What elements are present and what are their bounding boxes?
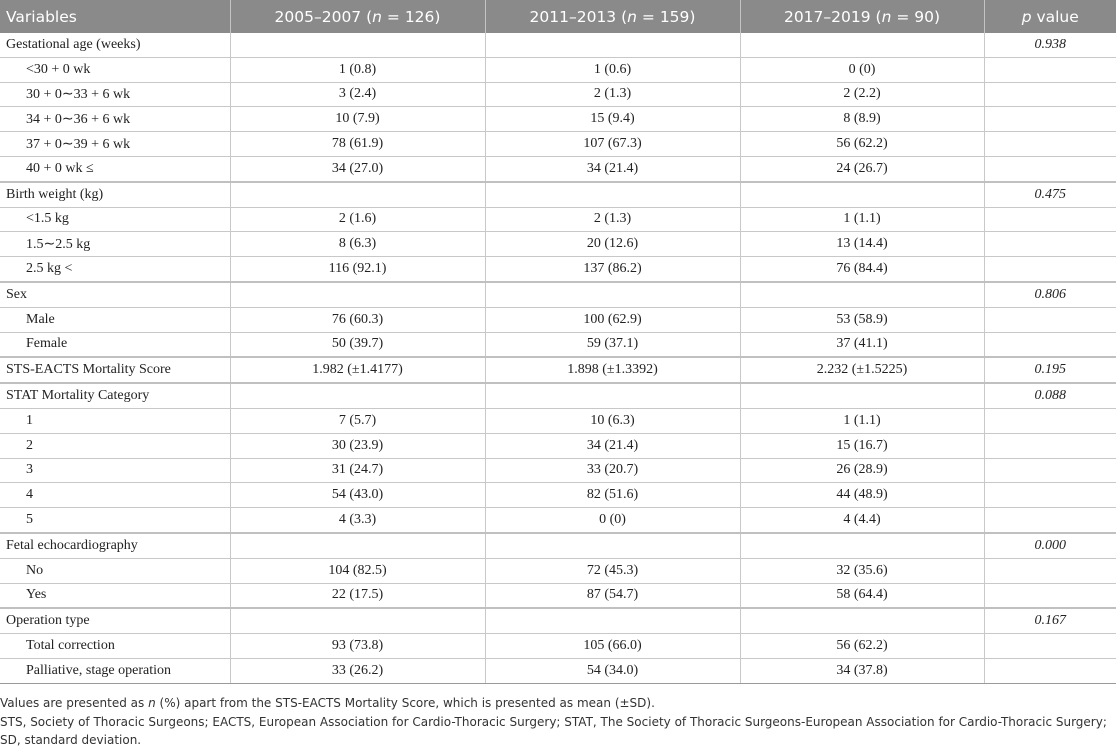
cell-2011-2013: 72 (45.3)	[485, 558, 740, 583]
cell-p-value	[984, 307, 1116, 332]
cell-2011-2013: 137 (86.2)	[485, 257, 740, 282]
cell-2011-2013: 1.898 (±1.3392)	[485, 357, 740, 383]
cell-2005-2007: 1.982 (±1.4177)	[230, 357, 485, 383]
row-label: Sex	[0, 282, 230, 307]
cell-2011-2013	[485, 533, 740, 558]
cell-p-value: 0.806	[984, 282, 1116, 307]
row-label: STAT Mortality Category	[0, 383, 230, 408]
cell-2011-2013	[485, 282, 740, 307]
cell-2011-2013	[485, 182, 740, 207]
cell-2017-2019: 37 (41.1)	[740, 332, 984, 357]
cell-2011-2013: 105 (66.0)	[485, 634, 740, 659]
header-row	[0, 0, 1116, 33]
cell-2017-2019	[740, 608, 984, 633]
cell-p-value	[984, 132, 1116, 157]
cell-2017-2019: 26 (28.9)	[740, 458, 984, 483]
cell-2011-2013: 34 (21.4)	[485, 156, 740, 181]
cell-2017-2019: 1 (1.1)	[740, 408, 984, 433]
cell-2011-2013: 10 (6.3)	[485, 408, 740, 433]
cell-2005-2007: 54 (43.0)	[230, 483, 485, 508]
cell-p-value	[984, 433, 1116, 458]
cell-2017-2019: 34 (37.8)	[740, 658, 984, 683]
cell-2005-2007	[230, 533, 485, 558]
cell-2011-2013: 100 (62.9)	[485, 307, 740, 332]
cell-p-value	[984, 156, 1116, 181]
cell-2005-2007: 8 (6.3)	[230, 232, 485, 257]
table-row	[0, 558, 1116, 583]
row-label: Fetal echocardiography	[0, 533, 230, 558]
table-row	[0, 307, 1116, 332]
cell-2017-2019	[740, 533, 984, 558]
cell-2011-2013: 2 (1.3)	[485, 82, 740, 107]
table-row	[0, 182, 1116, 207]
table-row	[0, 57, 1116, 82]
row-label: 2.5 kg <	[0, 257, 230, 282]
table-row	[0, 156, 1116, 181]
row-label: Palliative, stage operation	[0, 658, 230, 683]
cell-2017-2019: 53 (58.9)	[740, 307, 984, 332]
cell-2011-2013	[485, 608, 740, 633]
cell-p-value	[984, 634, 1116, 659]
cell-2005-2007: 33 (26.2)	[230, 658, 485, 683]
cell-2017-2019: 76 (84.4)	[740, 257, 984, 282]
header-period-2011-2013: 2011–2013 (n = 159)	[485, 0, 740, 33]
cell-2005-2007: 93 (73.8)	[230, 634, 485, 659]
cell-p-value	[984, 232, 1116, 257]
table-body	[0, 33, 1116, 683]
cell-2017-2019: 32 (35.6)	[740, 558, 984, 583]
cell-2005-2007: 4 (3.3)	[230, 508, 485, 533]
cell-2011-2013: 54 (34.0)	[485, 658, 740, 683]
cell-2011-2013: 20 (12.6)	[485, 232, 740, 257]
row-label: Female	[0, 332, 230, 357]
cell-p-value	[984, 458, 1116, 483]
cell-p-value	[984, 257, 1116, 282]
cell-2017-2019: 2 (2.2)	[740, 82, 984, 107]
table-row	[0, 608, 1116, 633]
cell-p-value	[984, 408, 1116, 433]
table-row	[0, 357, 1116, 383]
row-label: Yes	[0, 583, 230, 608]
cell-2011-2013: 87 (54.7)	[485, 583, 740, 608]
cell-2017-2019: 1 (1.1)	[740, 207, 984, 232]
table-row	[0, 82, 1116, 107]
cell-p-value	[984, 583, 1116, 608]
cell-2005-2007: 1 (0.8)	[230, 57, 485, 82]
row-label: Total correction	[0, 634, 230, 659]
table-row	[0, 583, 1116, 608]
cell-2017-2019: 13 (14.4)	[740, 232, 984, 257]
table-row	[0, 508, 1116, 533]
cell-p-value	[984, 107, 1116, 132]
cell-2005-2007	[230, 383, 485, 408]
table-row	[0, 107, 1116, 132]
cell-2005-2007: 78 (61.9)	[230, 132, 485, 157]
table-row	[0, 132, 1116, 157]
row-label: Male	[0, 307, 230, 332]
row-label: 34 + 0∼36 + 6 wk	[0, 107, 230, 132]
cell-p-value: 0.195	[984, 357, 1116, 383]
cell-2005-2007: 116 (92.1)	[230, 257, 485, 282]
row-label: 37 + 0∼39 + 6 wk	[0, 132, 230, 157]
cell-2005-2007: 22 (17.5)	[230, 583, 485, 608]
cell-2011-2013: 15 (9.4)	[485, 107, 740, 132]
row-label: 1	[0, 408, 230, 433]
footnote-abbreviations: STS, Society of Thoracic Surgeons; EACTS, European Association for Cardio-Thoracic Surgery; STAT, The Society of Thoracic Surgeons-European Association for Cardio-Thoracic Surgery; SD, standard deviation.	[0, 714, 1107, 747]
cell-2005-2007: 3 (2.4)	[230, 82, 485, 107]
cell-2017-2019: 24 (26.7)	[740, 156, 984, 181]
cell-2005-2007: 76 (60.3)	[230, 307, 485, 332]
cell-p-value	[984, 558, 1116, 583]
cell-2005-2007: 50 (39.7)	[230, 332, 485, 357]
row-label: 30 + 0∼33 + 6 wk	[0, 82, 230, 107]
table-row	[0, 257, 1116, 282]
cell-2011-2013: 59 (37.1)	[485, 332, 740, 357]
cell-2017-2019: 0 (0)	[740, 57, 984, 82]
cell-2011-2013	[485, 383, 740, 408]
row-label: 4	[0, 483, 230, 508]
row-label: 2	[0, 433, 230, 458]
cell-2017-2019: 56 (62.2)	[740, 634, 984, 659]
cell-2005-2007: 30 (23.9)	[230, 433, 485, 458]
cell-2017-2019: 58 (64.4)	[740, 583, 984, 608]
cell-p-value	[984, 508, 1116, 533]
cell-2011-2013: 2 (1.3)	[485, 207, 740, 232]
cell-2005-2007	[230, 33, 485, 57]
cell-2017-2019	[740, 33, 984, 57]
cell-p-value: 0.475	[984, 182, 1116, 207]
cell-p-value: 0.000	[984, 533, 1116, 558]
row-label: STS-EACTS Mortality Score	[0, 357, 230, 383]
cell-2005-2007: 104 (82.5)	[230, 558, 485, 583]
row-label: No	[0, 558, 230, 583]
cell-2005-2007: 34 (27.0)	[230, 156, 485, 181]
cell-p-value	[984, 332, 1116, 357]
cell-2005-2007: 31 (24.7)	[230, 458, 485, 483]
cell-2011-2013: 82 (51.6)	[485, 483, 740, 508]
cell-2017-2019: 56 (62.2)	[740, 132, 984, 157]
cell-2017-2019: 8 (8.9)	[740, 107, 984, 132]
cell-2017-2019: 15 (16.7)	[740, 433, 984, 458]
table-row	[0, 658, 1116, 683]
row-label: 5	[0, 508, 230, 533]
table-row	[0, 383, 1116, 408]
cell-2017-2019: 44 (48.9)	[740, 483, 984, 508]
table-row	[0, 232, 1116, 257]
header-p-value: p value	[984, 0, 1116, 33]
table-row	[0, 282, 1116, 307]
row-label: 40 + 0 wk ≤	[0, 156, 230, 181]
cell-p-value	[984, 658, 1116, 683]
table-row	[0, 458, 1116, 483]
cell-2005-2007	[230, 282, 485, 307]
cell-2017-2019: 4 (4.4)	[740, 508, 984, 533]
cell-2017-2019	[740, 383, 984, 408]
header-variables: Variables	[0, 0, 230, 33]
cell-p-value	[984, 57, 1116, 82]
table-row	[0, 33, 1116, 57]
cell-2017-2019	[740, 282, 984, 307]
cell-p-value: 0.938	[984, 33, 1116, 57]
table-row	[0, 207, 1116, 232]
table-header	[0, 0, 1116, 33]
cell-2011-2013: 107 (67.3)	[485, 132, 740, 157]
row-label: 1.5∼2.5 kg	[0, 232, 230, 257]
row-label: Operation type	[0, 608, 230, 633]
cell-p-value	[984, 207, 1116, 232]
table-row	[0, 332, 1116, 357]
table-row	[0, 533, 1116, 558]
table-row	[0, 433, 1116, 458]
cell-2005-2007: 10 (7.9)	[230, 107, 485, 132]
row-label: Gestational age (weeks)	[0, 33, 230, 57]
cell-2005-2007: 2 (1.6)	[230, 207, 485, 232]
cell-2005-2007: 7 (5.7)	[230, 408, 485, 433]
row-label: Birth weight (kg)	[0, 182, 230, 207]
table-row	[0, 634, 1116, 659]
cell-2011-2013: 1 (0.6)	[485, 57, 740, 82]
table-row	[0, 483, 1116, 508]
row-label: <1.5 kg	[0, 207, 230, 232]
cell-2011-2013: 0 (0)	[485, 508, 740, 533]
cell-2011-2013: 34 (21.4)	[485, 433, 740, 458]
row-label: 3	[0, 458, 230, 483]
cell-2017-2019: 2.232 (±1.5225)	[740, 357, 984, 383]
cell-2005-2007	[230, 182, 485, 207]
cell-p-value	[984, 483, 1116, 508]
cell-p-value: 0.167	[984, 608, 1116, 633]
cell-2005-2007	[230, 608, 485, 633]
cell-p-value	[984, 82, 1116, 107]
header-period-2017-2019: 2017–2019 (n = 90)	[740, 0, 984, 33]
cell-2017-2019	[740, 182, 984, 207]
header-period-2005-2007: 2005–2007 (n = 126)	[230, 0, 485, 33]
row-label: <30 + 0 wk	[0, 57, 230, 82]
cell-2011-2013: 33 (20.7)	[485, 458, 740, 483]
cell-p-value: 0.088	[984, 383, 1116, 408]
table-footnote	[0, 694, 1112, 750]
cell-2011-2013	[485, 33, 740, 57]
footnote-values: Values are presented as n (%) apart from the STS-EACTS Mortality Score, which is presented as mean (±SD).	[0, 696, 655, 710]
table-row	[0, 408, 1116, 433]
